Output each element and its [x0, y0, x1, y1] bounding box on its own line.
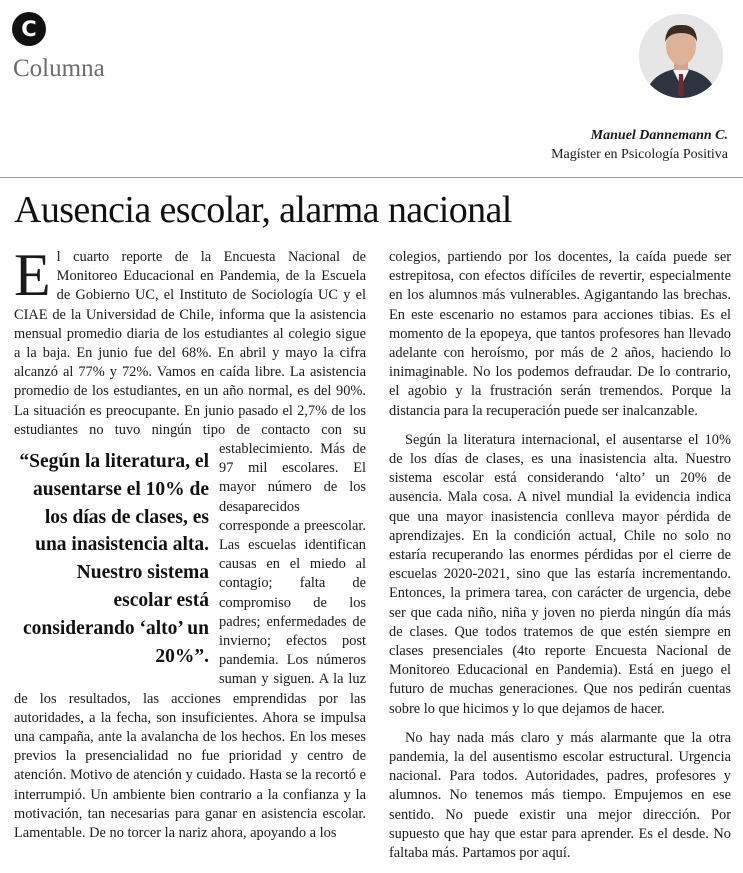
paragraph-4: No hay nada más claro y más alarmante que la otra pandemia, la del ausentismo escolar estructural. Urgencia nacional. Para todos. Autoridades, padres, profesores y alumnos. No tenemos más tiempo. Empujemos en ese sentido. No puede existir una mejor dirección. Por supuesto que hay que estar para aprender. Es el desde. No faltaba más. Partamos por aquí. — [389, 729, 731, 862]
article-headline: Ausencia escolar, alarma nacional — [14, 189, 512, 231]
header-divider — [0, 177, 743, 178]
paragraph-1-rest: contacto con su establecimiento. Más de 97 mil escolares. El mayor número de los desaparecidos corresponde a preescolar. Las escuelas identifican causas en el miedo al contagio; falta de compromiso de los padres; enfermedades de invierno; efectos post pandemia. Los números suman y siguen. A la luz de los resultados, las acciones emprendidas por las autoridades, a la fecha, son insuficientes. Ahora se impulsa una campaña, ante la avalancha de los hechos. En los meses previos la presencialidad no fue prioridad y centro de atención. Motivo de atención y cuidado. Hasta se la recortó e interrumpió. Un ambiente bien contrario a la confianza y la motivación, tan necesarias para ganar en asistencia escolar. Lamentable. De no torcer la nariz ahora, apoyando a los — [14, 421, 367, 842]
paragraph-2: colegios, partiendo por los docentes, la caída puede ser estrepitosa, con efectos difíciles de revertir, especialmente en los alumnos más vulnerables. Agigantando las brechas. En este escenario no estamos para acciones tibias. Es el momento de la epopeya, que tantos profesores han llevado adelante con heroísmo, por más de 2 años, haciendo lo inimaginable. No los podemos defraudar. De lo contrario, el agobio y la frustración serán tremendos. Porque la distancia para la recuperación puede ser inalcanzable. — [389, 249, 731, 419]
author-title: Magíster en Psicología Positiva — [551, 147, 728, 162]
section-label: Columna — [13, 55, 105, 82]
paragraph-1-start: l cuarto reporte de la Encuesta Nacional de Monitoreo Educacional en Pandemia, de la Escuela de Gobierno UC, el Instituto de Sociología UC y el CIAE de la Universidad de Chile, informa que la asistencia mensual promedio diaria de los estudiantes al colegio sigue a la baja. En junio fue del 68%. En abril y mayo la cifra alcanzó al 77% y 72%. Vamos en caída libre. La asistencia promedio de los estudiantes, en un año normal, es del 90%. La situación es preocupante. En junio pasado el 2,7% de los estudiantes no tuvo ningún tipo de — [14, 249, 366, 438]
author-portrait-image — [639, 14, 723, 98]
drop-cap: E — [14, 242, 51, 308]
author-byline — [551, 126, 728, 164]
paragraph-1 — [14, 242, 367, 843]
article-column-left — [14, 242, 367, 843]
author-photo — [639, 14, 723, 98]
article-column-right — [389, 248, 731, 873]
author-name: Manuel Dannemann C. — [590, 128, 728, 143]
pull-quote: “Según la literatura, el ausentarse el 10% de los días de clases, es una inasistencia alta. Nuestro sistema escolar está considerando ‘alto’ un 20%”. — [19, 451, 209, 667]
badge-letter: C — [21, 17, 37, 41]
column-badge — [12, 12, 46, 46]
paragraph-3: Según la literatura internacional, el ausentarse el 10% de los días de clases, es una inasistencia alta. Nuestro sistema escolar está considerando ‘alto’ un 20% de ausencia. Mala cosa. A nivel mundial la evidencia indica que una mayor inasistencia conlleva mayor pérdida de aprendizajes. En la condición actual, Chile no solo no estaría recuperando las enormes pérdidas por el cierre de escuelas 2020-2021, sino que las estaría incrementando. Entonces, la primera tarea, con carácter de urgencia, debe ser que cada niño, niña y joven no pierda ningún día más de clases. Que todos tratemos de que estén siempre en clases presenciales (4to reporte Encuesta Nacional de Monitoreo Educacional en Pandemia). Está en juego el futuro de muchas generaciones. Que nos pedirán cuentas sobre lo que hicimos y lo que dejamos de hacer. — [389, 431, 731, 717]
